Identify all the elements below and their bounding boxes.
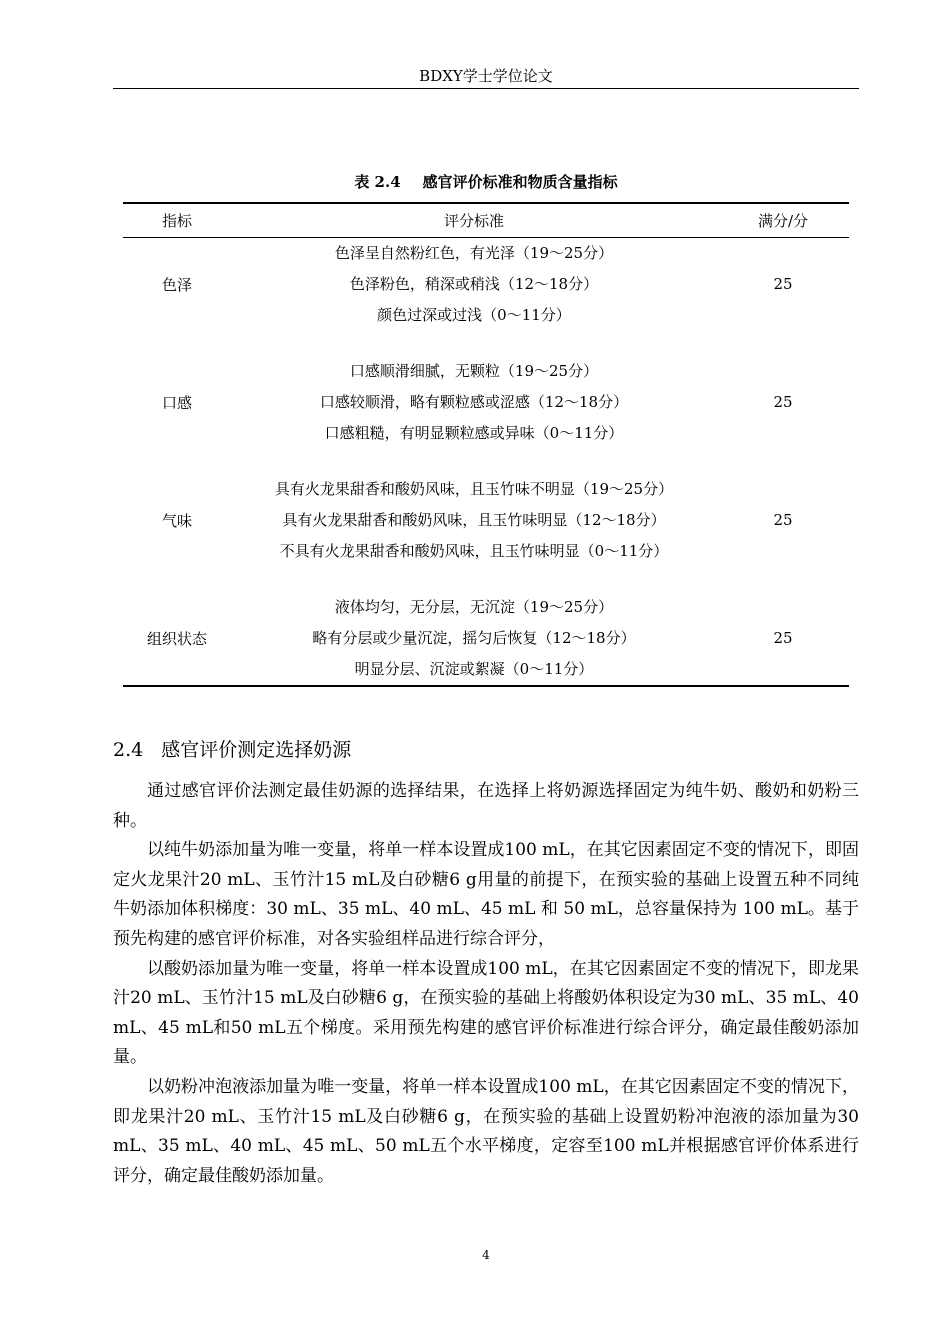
header-rule	[113, 88, 859, 89]
criteria-line: 明显分层、沉淀或絮凝（0～11分）	[354, 659, 594, 678]
table-caption-title: 感官评价标准和物质含量指标	[422, 173, 618, 191]
indicator-cell	[123, 592, 231, 686]
running-header: BDXY学士学位论文	[419, 67, 553, 85]
score-cell	[717, 592, 849, 686]
column-header-score: 满分/分	[717, 203, 849, 237]
criteria-cell	[231, 592, 717, 686]
criteria-cell	[231, 474, 717, 592]
section-heading	[113, 737, 351, 763]
indicator-cell	[123, 237, 231, 356]
table-row	[123, 474, 849, 592]
page-number: 4	[482, 1248, 490, 1262]
score-cell	[717, 474, 849, 592]
score-value: 25	[773, 393, 793, 411]
table-row	[123, 237, 849, 356]
indicator-label: 口感	[161, 393, 192, 412]
indicator-cell	[123, 474, 231, 592]
criteria-line: 口感顺滑细腻，无颗粒（19～25分）	[349, 361, 599, 380]
criteria-line: 不具有火龙果甜香和酸奶风味，且玉竹味明显（0～11分）	[279, 541, 669, 560]
criteria-line: 略有分层或少量沉淀，摇匀后恢复（12～18分）	[312, 628, 636, 647]
criteria-cell	[231, 356, 717, 474]
table-row	[123, 592, 849, 686]
paragraph: 通过感官评价法测定最佳奶源的选择结果，在选择上将奶源选择固定为纯牛奶、酸奶和奶粉三种。	[113, 781, 859, 831]
indicator-label: 组织状态	[146, 629, 207, 648]
criteria-line: 口感较顺滑，略有颗粒感或涩感（12～18分）	[319, 392, 629, 411]
criteria-line: 具有火龙果甜香和酸奶风味，且玉竹味不明显（19～25分）	[274, 479, 674, 498]
score-value: 25	[773, 629, 793, 647]
indicator-label: 色泽	[161, 275, 192, 294]
indicator-label: 气味	[161, 511, 192, 530]
criteria-line: 色泽呈自然粉红色，有光泽（19～25分）	[334, 243, 614, 262]
paragraph: 以酸奶添加量为唯一变量，将单一样本设置成100 mL，在其它因素固定不变的情况下，即龙果汁20 mL、玉竹汁15 mL及白砂糖6 g，在预实验的基础上将酸奶体积设定为30 mL、35 mL、40 mL、45 mL和50 mL五个梯度。采用预先构建的感官评价标准进行综合评分，确定最佳酸奶添加量。	[113, 958, 859, 1068]
column-header-indicator: 指标	[123, 203, 231, 237]
table-caption	[113, 171, 859, 193]
criteria-line: 色泽粉色，稍深或稍浅（12～18分）	[349, 274, 599, 293]
score-cell	[717, 356, 849, 474]
criteria-line: 液体均匀，无分层，无沉淀（19～25分）	[334, 597, 614, 616]
score-value: 25	[773, 511, 793, 529]
sensory-evaluation-table	[123, 202, 849, 687]
table-caption-number: 表 2.4	[354, 173, 401, 191]
section-title: 感官评价测定选择奶源	[161, 739, 352, 761]
section-body	[113, 777, 859, 1191]
criteria-line: 颜色过深或过浅（0～11分）	[377, 305, 571, 324]
score-value: 25	[773, 275, 793, 293]
column-header-criteria: 评分标准	[231, 203, 717, 237]
paragraph: 以纯牛奶添加量为唯一变量，将单一样本设置成100 mL，在其它因素固定不变的情况下，即固定火龙果汁20 mL、玉竹汁15 mL及白砂糖6 g用量的前提下，在预实验的基础上设置五种不同纯牛奶添加体积梯度：30 mL、35 mL、40 mL、45 mL 和 50 mL，总容量保持为 100 mL。基于预先构建的感官评价标准，对各实验组样品进行综合评分，	[113, 840, 859, 949]
paragraph: 以奶粉冲泡液添加量为唯一变量，将单一样本设置成100 mL，在其它因素固定不变的情况下，即龙果汁20 mL、玉竹汁15 mL及白砂糖6 g，在预实验的基础上设置奶粉冲泡液的添加量为30 mL、35 mL、40 mL、45 mL、50 mL五个水平梯度，定容至100 mL并根据感官评价体系进行评分，确定最佳酸奶添加量。	[113, 1076, 859, 1186]
criteria-line: 具有火龙果甜香和酸奶风味，且玉竹味明显（12～18分）	[282, 510, 666, 529]
criteria-cell	[231, 237, 717, 356]
indicator-cell	[123, 356, 231, 474]
table-row	[123, 356, 849, 474]
table-header-row	[123, 203, 849, 237]
criteria-line: 口感粗糙，有明显颗粒感或异味（0～11分）	[324, 423, 624, 442]
score-cell	[717, 237, 849, 356]
section-number: 2.4	[113, 739, 144, 761]
